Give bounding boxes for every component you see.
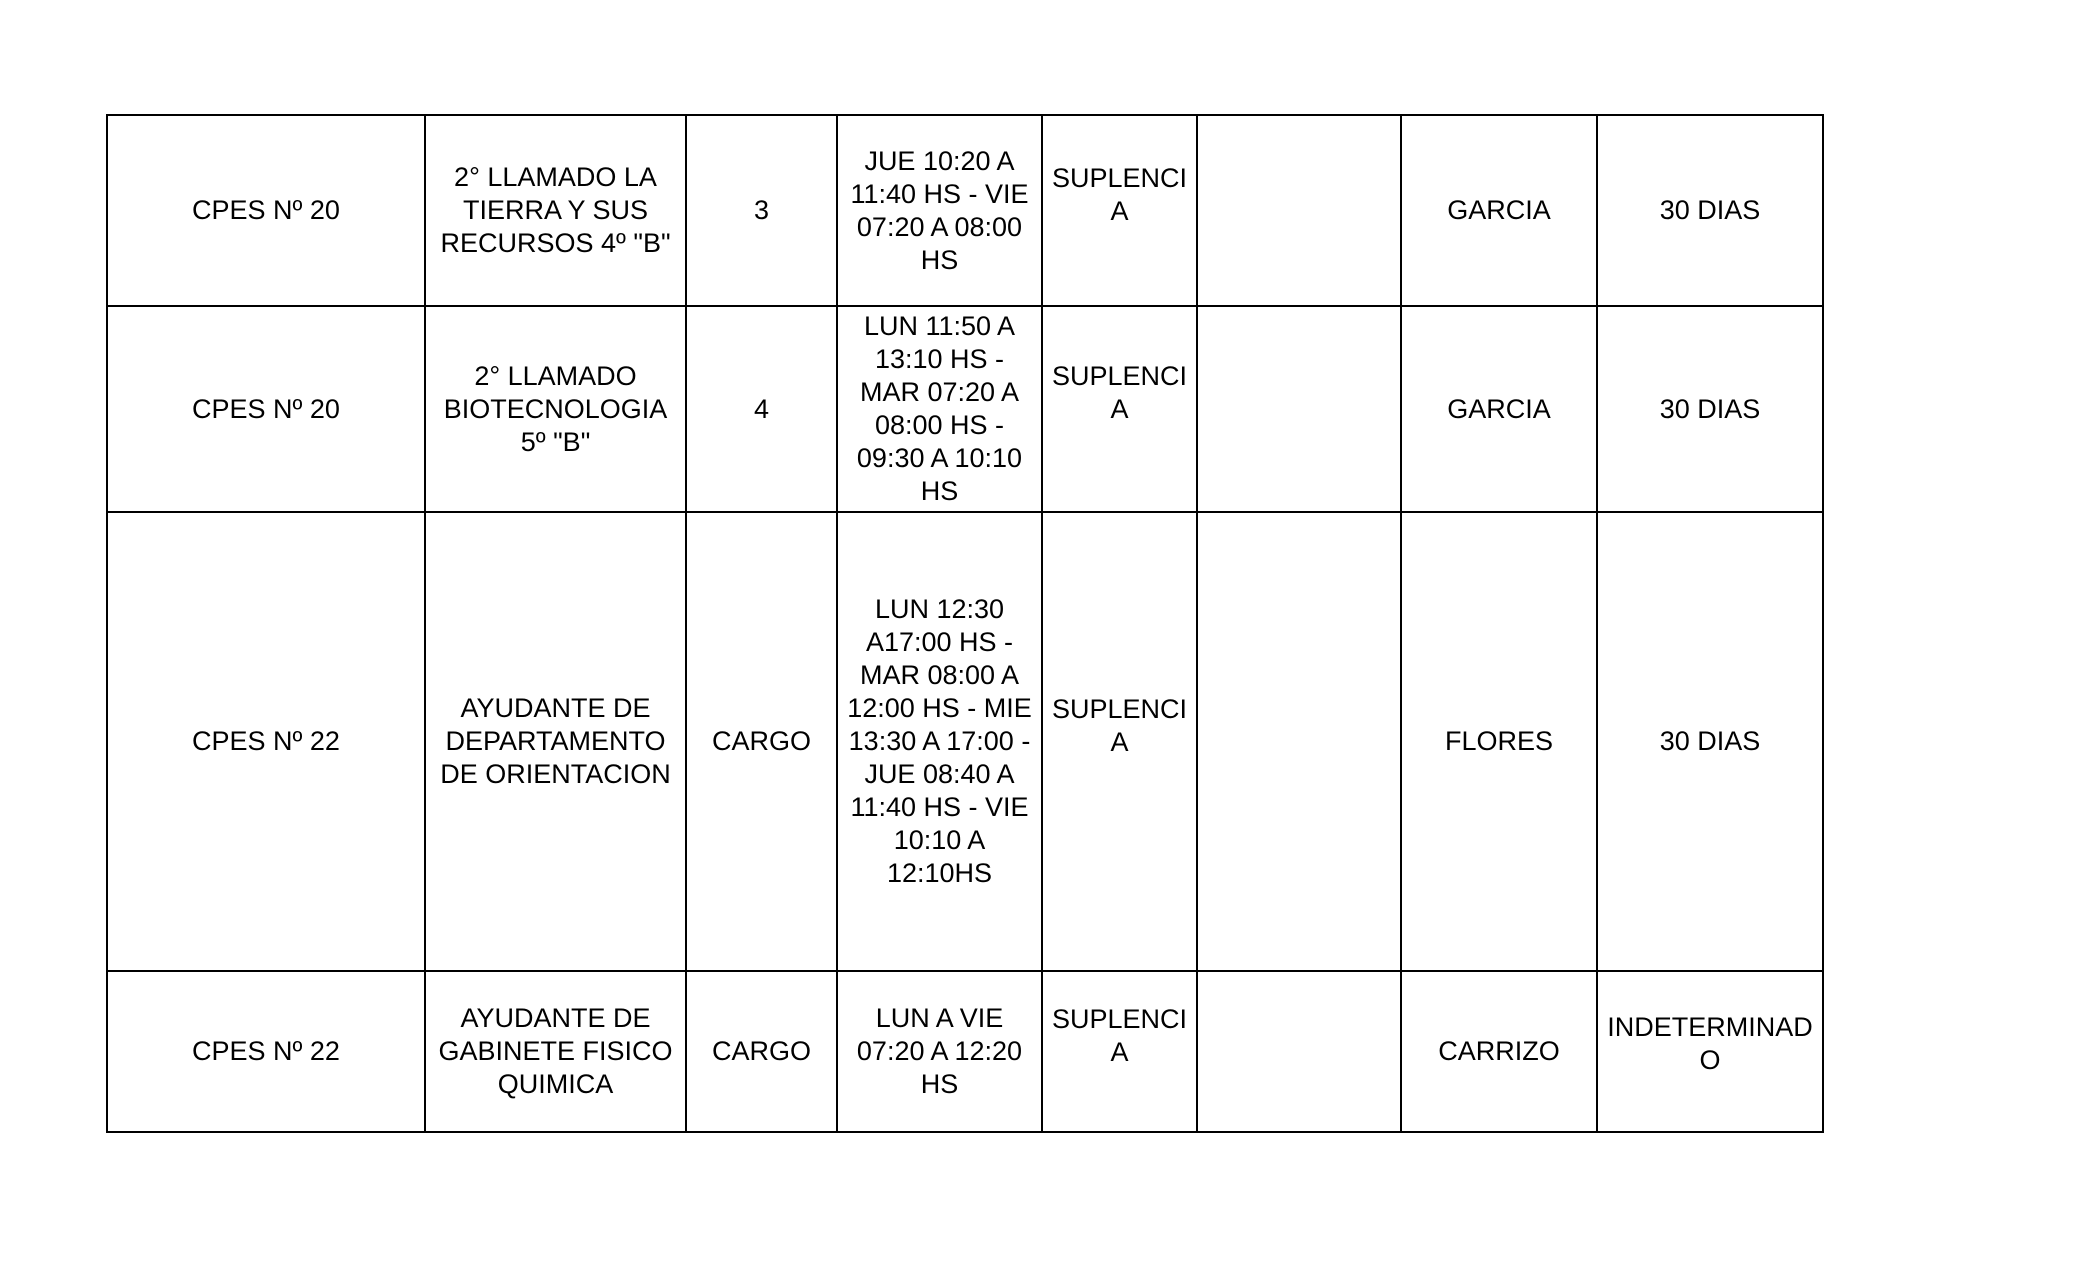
- duration-cell: 30 DIAS: [1597, 512, 1823, 971]
- subject-cell: 2° LLAMADO LA TIERRA Y SUS RECURSOS 4º "B": [425, 115, 686, 306]
- table-row: [107, 512, 1823, 971]
- subject-cell: 2° LLAMADO BIOTECNOLOGIA 5º "B": [425, 306, 686, 512]
- hours-cell: CARGO: [686, 971, 837, 1132]
- schedule-cell: JUE 10:20 A 11:40 HS - VIE 07:20 A 08:00 HS: [837, 115, 1042, 306]
- duration-cell: 30 DIAS: [1597, 306, 1823, 512]
- type-cell: SUPLENCI A: [1042, 971, 1197, 1132]
- duration-cell: INDETERMINAD O: [1597, 971, 1823, 1132]
- blank-cell: [1197, 306, 1401, 512]
- hours-cell: 4: [686, 306, 837, 512]
- hours-cell: 3: [686, 115, 837, 306]
- blank-cell: [1197, 971, 1401, 1132]
- type-cell: SUPLENCI A: [1042, 115, 1197, 306]
- blank-cell: [1197, 115, 1401, 306]
- table-row: [107, 306, 1823, 512]
- school-cell: CPES Nº 22: [107, 512, 425, 971]
- type-cell: SUPLENCI A: [1042, 306, 1197, 512]
- surname-cell: FLORES: [1401, 512, 1597, 971]
- type-cell: SUPLENCI A: [1042, 512, 1197, 971]
- school-cell: CPES Nº 20: [107, 306, 425, 512]
- subject-cell: AYUDANTE DE GABINETE FISICO QUIMICA: [425, 971, 686, 1132]
- table-row: [107, 971, 1823, 1132]
- school-cell: CPES Nº 22: [107, 971, 425, 1132]
- school-cell: CPES Nº 20: [107, 115, 425, 306]
- surname-cell: GARCIA: [1401, 306, 1597, 512]
- schedule-cell: LUN 11:50 A 13:10 HS - MAR 07:20 A 08:00 HS - 09:30 A 10:10 HS: [837, 306, 1042, 512]
- surname-cell: GARCIA: [1401, 115, 1597, 306]
- surname-cell: CARRIZO: [1401, 971, 1597, 1132]
- hours-cell: CARGO: [686, 512, 837, 971]
- blank-cell: [1197, 512, 1401, 971]
- duration-cell: 30 DIAS: [1597, 115, 1823, 306]
- vacancy-table: [106, 114, 1824, 1133]
- subject-cell: AYUDANTE DE DEPARTAMENTO DE ORIENTACION: [425, 512, 686, 971]
- schedule-cell: LUN A VIE 07:20 A 12:20 HS: [837, 971, 1042, 1132]
- schedule-cell: LUN 12:30 A17:00 HS - MAR 08:00 A 12:00 HS - MIE 13:30 A 17:00 - JUE 08:40 A 11:40 HS - VIE 10:10 A 12:10HS: [837, 512, 1042, 971]
- table-row: [107, 115, 1823, 306]
